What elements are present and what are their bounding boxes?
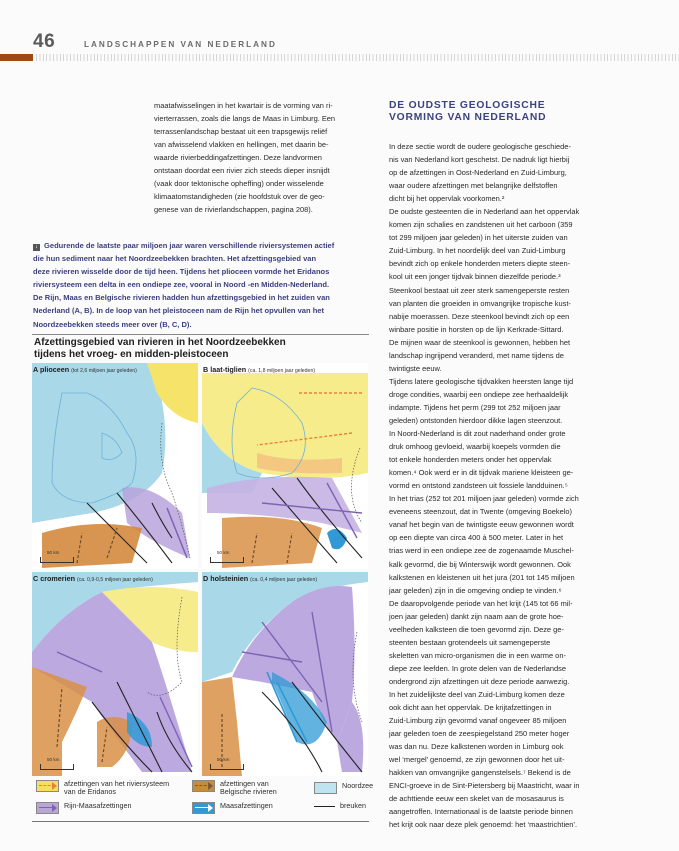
text-line: van planten die groeiden in omvangrijke tropische kust- [389, 298, 571, 308]
text-line: nabije moerassen. Deze steenkool bevindt zich op een [389, 311, 570, 321]
eridanos-arrow-icon [36, 780, 59, 792]
scale-bar: 50 km [210, 557, 244, 563]
text-line: diepe zee leefden. In grote delen van de Nederlandse [389, 663, 566, 673]
map-label: A plioceen (tot 2,6 miljoen jaar geleden) [33, 365, 137, 374]
legend-item-breuken: breuken [314, 802, 366, 810]
text-line: trias werd in een ondiepe zee de zogenaamde Muschel- [389, 546, 574, 556]
text-line: vanaf het begin van de twintigste eeuw gewonnen wordt [389, 520, 574, 530]
text-line: joen jaar geleden) dankt zijn naam aan de grote hoe- [389, 611, 564, 621]
text-line: jaar geleden toen de zeespiegelstand 250 meter hoger [389, 729, 570, 739]
figure-caption [33, 239, 369, 331]
section-heading [389, 100, 546, 124]
text-line: geleden) ontstonden hierdoor dikke lagen steenzout. [389, 415, 563, 425]
text-line: (vaak door tektonische opheffing) onder wisselende [154, 179, 324, 189]
rhine-meuse-arrow-icon [36, 802, 59, 814]
map-a-plioceen [32, 363, 198, 569]
text-line: van afwisselend vlakken en hellingen, met daarin be- [154, 140, 329, 150]
text-line: De mijnen waar de steenkool is gewonnen, hebben het [389, 337, 571, 347]
text-line: bevindt zich op enkele honderden meters diepte steen- [389, 259, 571, 269]
down-arrow-box-icon: ↓ [35, 244, 38, 250]
section-heading-line: DE OUDSTE GEOLOGISCHE [389, 100, 546, 111]
scale-bar: 50 km [40, 557, 74, 563]
text-line: het krijt ook naar deze plek genoemd: het ‘maastrichtien’. [389, 820, 578, 830]
text-line: veelheden kalksteen die toen gevormd zijn. Deze ge- [389, 624, 564, 634]
text-line: op een diepte van circa 400 à 500 meter. Later in het [389, 533, 564, 543]
text-line: De daaropvolgende periode van het krijt (145 tot 66 mil- [389, 598, 573, 608]
text-line: twintigste eeuw. [389, 363, 442, 373]
page-number: 46 [33, 31, 56, 52]
scale-bar: 50 km [210, 764, 244, 770]
belgian-rivers-arrow-icon [192, 780, 215, 792]
figure [32, 334, 374, 822]
text-line: steenten bestaan grotendeels uit samengeperste [389, 637, 551, 647]
text-line: kalkstenen en kleistenen uit het jura (201 tot 145 miljoen [389, 572, 575, 582]
text-line: In het trias (252 tot 201 miljoen jaar geleden) vormde zich [389, 494, 579, 504]
text-line: landschap ingrijpend veranderd, met name tijdens de [389, 350, 564, 360]
text-line: deze rivieren wisselde door de tijd heen. Tijdens het plioceen vormde het Eridanos [33, 267, 330, 277]
text-line: druk omhoog gevloeid, waarbij koepels vormden die [389, 442, 561, 452]
text-line: Nederland (A, B). In de loop van het pleistoceen nam de Rijn het opvullen van het [33, 306, 325, 316]
map-legend [32, 778, 374, 820]
text-line: skeletten van micro-organismen die in een warme on- [389, 650, 566, 660]
text-line: Tijdens latere geologische tijdvakken heersten lange tijd [389, 376, 574, 386]
legend-item-noordzee: Noordzee [314, 782, 373, 794]
text-line: waarde rivierbeddingafzettingen. Deze landvormen [154, 153, 322, 163]
text-line: genese van de rivierlandschappen, pagina 208). [154, 205, 313, 215]
text-line: vierterrassen, zoals die langs de Maas in Limburg. Een [154, 114, 336, 124]
text-line: maatafwisselingen in het kwartair is de vorming van ri- [154, 101, 333, 110]
map-label: B laat-tiglien (ca. 1,8 miljoen jaar geleden) [203, 365, 316, 374]
caption-line-text: Gedurende de laatste paar miljoen jaar waren verschillende riviersystemen actief [44, 241, 335, 250]
text-line: was dan nu. Deze kalkstenen worden in Limburg ook [389, 742, 564, 752]
left-column-text [154, 99, 366, 216]
fault-line-icon [314, 806, 335, 807]
text-line: tot 299 miljoen jaar geleden) in het uiterste zuiden van [389, 233, 568, 243]
scale-bar: 50 km [40, 764, 74, 770]
meuse-arrow-icon [192, 802, 215, 814]
text-line: dicht bij het oppervlak voorkomen.² [389, 194, 505, 204]
north-sea-swatch-icon [314, 782, 337, 794]
text-line: die hun sediment naar het Noordzeebekken brachten. Het afzettingsgebied van [33, 254, 317, 264]
legend-item-maas: Maasafzettingen [192, 802, 273, 814]
figure-title-line: tijdens het vroeg- en midden-pleistoceen [34, 348, 229, 360]
text-line: vormd en ontstond zandsteen uit fossiele landduinen.⁵ [389, 481, 568, 491]
map-label: D holsteinien (ca. 0,4 miljoen jaar geleden) [203, 574, 318, 583]
text-line: De oudste gesteenten die in Nederland aan het oppervlak [389, 207, 580, 217]
text-line: jaar geleden) zijn in die omgeving ondiep te vinden.⁶ [389, 585, 562, 595]
figure-title [34, 337, 286, 360]
text-line: tot enkele honderden meters onder het oppervlak [389, 455, 552, 465]
text-line: winbare positie in horsten op de lijn Kerkrade-Sittard. [389, 324, 564, 334]
text-line: ontstaan doordat een rivier zich steeds dieper insnijdt [154, 166, 330, 176]
text-line: hakken van omvangrijke gangenstelsels.⁷ Bekend is de [389, 768, 571, 778]
figure-title-line: Afzettingsgebied van rivieren in het Noordzeebekken [34, 337, 286, 348]
text-line: terrassenlandschap bestaat uit een trapsgewijs reliëf [154, 127, 328, 137]
text-line: ondergrond zijn afzettingen uit deze periode aanwezig. [389, 676, 570, 686]
text-line: riviersysteem een delta in een ondiepe zee, vooral in Noord -en Midden-Nederland. [33, 280, 330, 290]
text-line [33, 239, 369, 252]
map-label: C cromerien (ca. 0,9-0,5 miljoen jaar geleden) [33, 574, 153, 583]
text-line: In het zuidelijkste deel van Zuid-Limburg komen deze [389, 689, 565, 699]
right-column-text [389, 140, 659, 831]
text-line: op de afzettingen in Oost-Nederland en Zuid-Limburg, [389, 168, 567, 178]
text-line: kool uit een jonger tijdvak binnen diezelfde periode.³ [389, 272, 561, 282]
text-line: ENCI-groeve in de Sint-Pietersberg bij Maastricht, waar in [389, 781, 580, 791]
text-line: De Rijn, Maas en Belgische rivieren hadden hun afzettingsgebied in het zuiden van [33, 293, 330, 303]
text-line: klimaatomstandigheden (zie hoofdstuk over de geo- [154, 192, 325, 202]
section-heading-line: VORMING VAN NEDERLAND [389, 111, 547, 123]
text-line: droge condities, waarbij een ondiepe zee herhaaldelijk [389, 389, 569, 399]
text-line: waar oudere afzettingen met belangrijke delfstoffen [389, 181, 558, 191]
legend-item-belgische-rivieren: afzettingen van Belgische rivieren [192, 780, 277, 796]
running-head: LANDSCHAPPEN VAN NEDERLAND [84, 40, 277, 49]
map-b-laat-tiglien [202, 363, 368, 569]
text-line: komen.⁴ Ook werd er in dit tijdvak mariene kleisteen ge- [389, 468, 574, 478]
text-line: Steenkool bestaat uit zeer sterk samengeperste resten [389, 285, 570, 295]
header-accent-rule [0, 54, 33, 61]
text-line: eveneens steenzout, dat in Twente (omgeving Boekelo) [389, 507, 573, 517]
text-line: Noordzeebekken steeds meer over (B, C, D). [33, 319, 192, 329]
text-line: nis van Nederland kort geschetst. De nadruk ligt hierbij [389, 155, 570, 165]
text-line: aangetroffen. Internationaal is de laatste periode binnen [389, 807, 573, 817]
legend-item-rijn-maas: Rijn-Maasafzettingen [36, 802, 132, 814]
text-line: ook dicht aan het oppervlak. De krijtafzettingen in [389, 703, 552, 713]
text-line: Zuid-Limburg zijn gevormd vanaf ongeveer 85 miljoen [389, 716, 567, 726]
text-line: kalk gevormd, die bij Winterswijk wordt gewonnen. Ook [389, 559, 571, 569]
text-line: Zuid-Limburg. In het noordelijk deel van Zuid-Limburg [389, 246, 566, 256]
header-tick-rule [36, 54, 679, 61]
text-line: komen zijn schalies en zandstenen uit het carboon (359 [389, 220, 573, 230]
text-line: In deze sectie wordt de oudere geologische geschiede- [389, 142, 571, 151]
text-line: indampte. Tijdens het perm (299 tot 252 miljoen jaar [389, 402, 561, 412]
map-d-holsteinien [202, 572, 368, 776]
text-line: wel ‘mergel’ genoemd, ze zijn gewonnen door het uit- [389, 755, 565, 765]
text-line: In Noord-Nederland is dit zout naderhand onder grote [389, 429, 566, 439]
legend-item-eridanos: afzettingen van het riviersysteem van de Eridanos [36, 780, 169, 796]
text-line: de achttiende eeuw een skelet van de mosasaurus is [389, 794, 564, 804]
map-c-cromerien [32, 572, 198, 776]
